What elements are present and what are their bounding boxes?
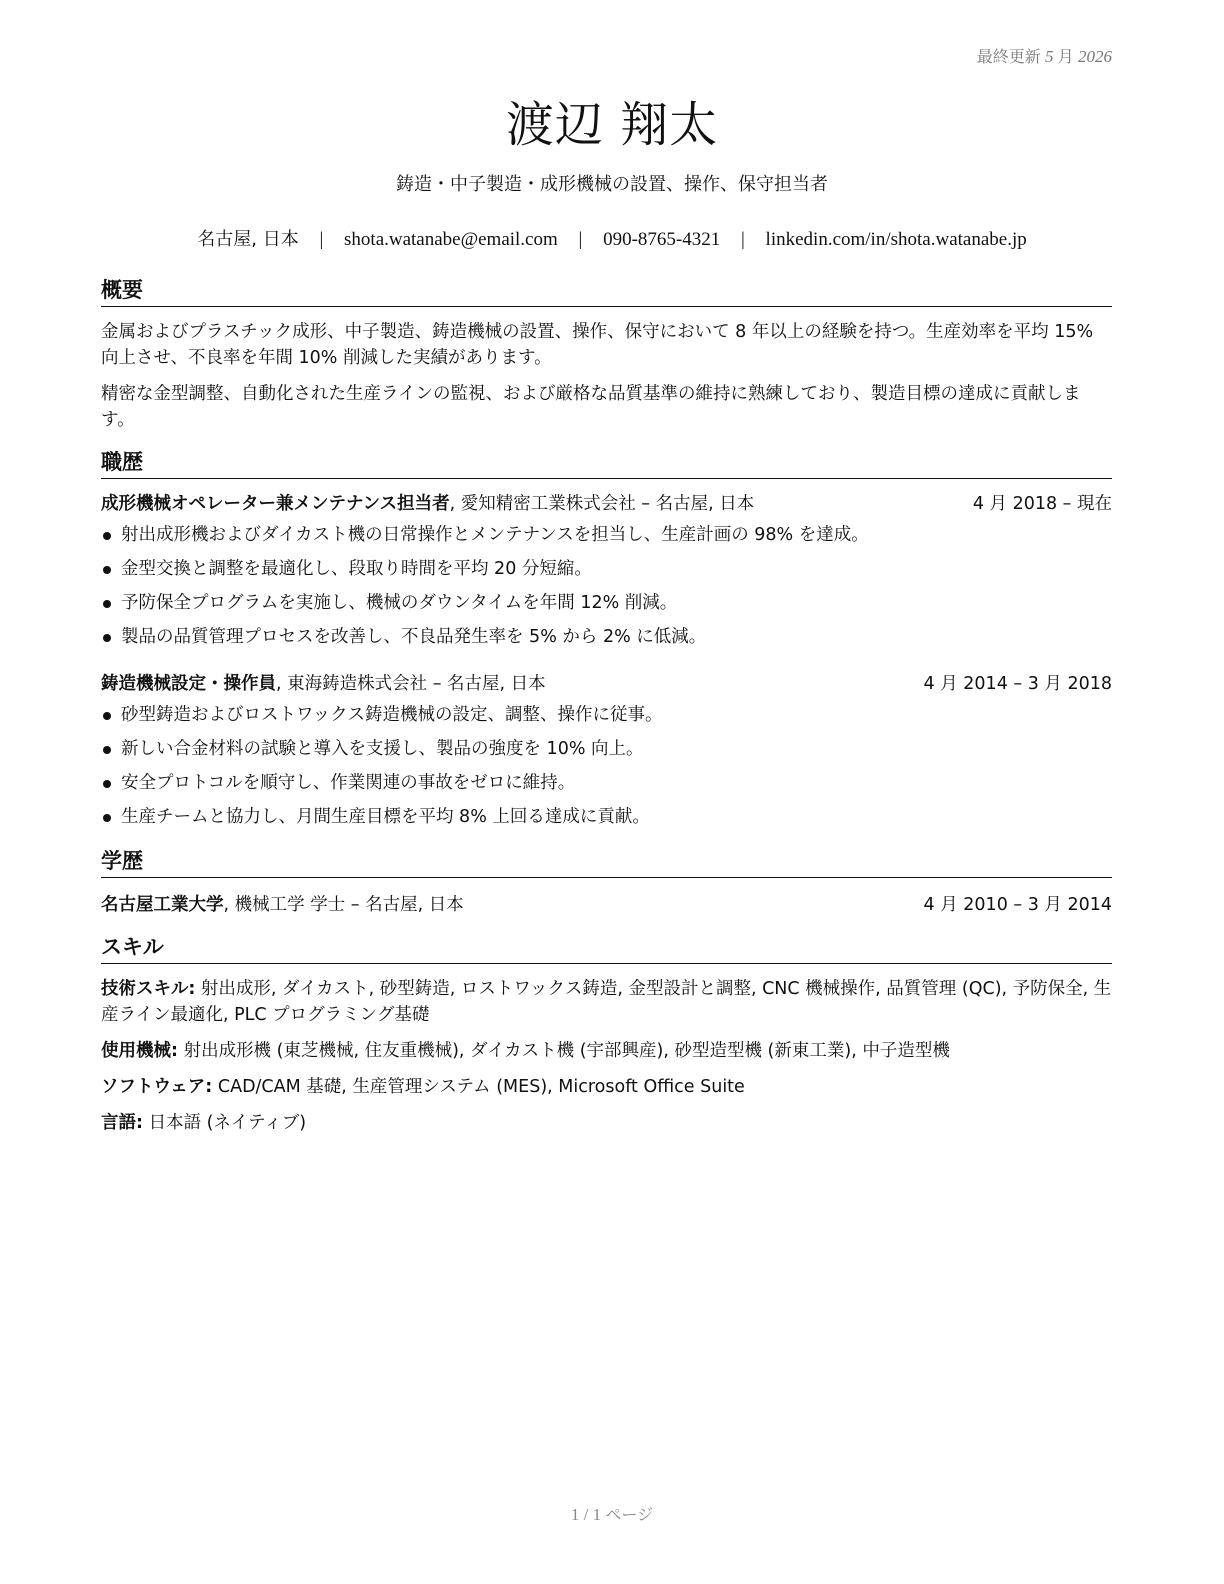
summary-section [101,276,1112,433]
job-bullet: 製品の品質管理プロセスを改善し、不良品発生率を 5% から 2% に低減。 [101,620,1112,654]
skill-line-languages [101,1110,1112,1136]
job-header [101,490,1112,518]
job-role: 成形機械オペレーター兼メンテナンス担当者 [101,494,450,514]
education-dates: 4 月 2010 – 3 月 2014 [923,895,1112,915]
skill-value: 日本語 (ネイティブ) [143,1113,307,1133]
contact-phone[interactable]: 090-8765-4321 [603,229,721,250]
skills-section [101,933,1112,1136]
job-entry [101,490,1112,654]
page-sep: / [583,1505,589,1524]
last-updated [977,44,1112,67]
job-dates: 4 月 2014 – 3 月 2018 [923,674,1112,694]
skill-label: 技術スキル: [101,979,196,999]
education-entry [101,891,1112,919]
skill-label: 言語: [101,1113,143,1133]
contact-email[interactable]: shota.watanabe@email.com [344,229,558,250]
summary-paragraph: 金属およびプラスチック成形、中子製造、鋳造機械の設置、操作、保守において 8 年以上の経験を持つ。生産効率を平均 15% 向上させ、不良率を年間 10% 削減した実績があります。 [101,322,1094,368]
education-section [101,847,1112,919]
last-updated-prefix: 最終更新 [976,47,1041,66]
page-total: 1 [592,1505,602,1524]
job-header [101,670,1112,698]
job-company: , 愛知精密工業株式会社 – 名古屋, 日本 [449,494,755,514]
skill-value: CAD/CAM 基礎, 生産管理システム (MES), Microsoft Office Suite [212,1077,745,1097]
contact-separator: | [578,229,583,250]
contact-separator: | [319,229,324,250]
job-title-line [101,490,754,518]
skill-value: 射出成形, ダイカスト, 砂型鋳造, ロストワックス鋳造, 金型設計と調整, CNC 機械操作, 品質管理 (QC), 予防保全, 生産ライン最適化, PLC プログラミング基礎 [101,979,1112,1025]
page-current: 1 [570,1505,580,1524]
job-role: 鋳造機械設定・操作員 [101,674,276,694]
education-degree: , 機械工学 学士 – 名古屋, 日本 [223,895,464,915]
page-footer [0,1502,1224,1525]
experience-section [101,448,1112,834]
job-bullet: 射出成形機およびダイカスト機の日常操作とメンテナンスを担当し、生産計画の 98% を達成。 [101,518,1112,552]
job-bullet: 金型交換と調整を最適化し、段取り時間を平均 20 分短縮。 [101,552,1112,586]
person-name: 渡辺 翔太 [505,97,719,153]
job-dates: 4 月 2018 – 現在 [972,494,1112,514]
skill-line-technical [101,976,1112,1028]
skill-label: ソフトウェア: [101,1077,213,1097]
last-updated-year: 2026 [1078,47,1112,66]
section-title-summary: 概要 [101,276,1112,307]
skill-line-machines [101,1038,1112,1064]
contact-linkedin[interactable]: linkedin.com/in/shota.watanabe.jp [765,229,1027,250]
job-bullet: 予防保全プログラムを実施し、機械のダウンタイムを年間 12% 削減。 [101,586,1112,620]
skill-label: 使用機械: [101,1041,178,1061]
page-unit: ページ [605,1505,654,1524]
job-bullets [101,518,1112,654]
section-title-education: 学歴 [101,847,1112,878]
contact-location: 名古屋, 日本 [197,229,299,250]
last-updated-month: 5 [1044,47,1054,66]
resume-content [101,276,1112,1136]
education-line [101,891,464,919]
section-title-experience: 職歴 [101,448,1112,479]
education-school: 名古屋工業大学 [101,895,224,915]
last-updated-month-unit: 月 [1057,47,1074,66]
job-company: , 東海鋳造株式会社 – 名古屋, 日本 [276,674,546,694]
job-bullet: 生産チームと協力し、月間生産目標を平均 8% 上回る達成に貢献。 [101,800,1112,834]
job-bullet: 新しい合金材料の試験と導入を支援し、製品の強度を 10% 向上。 [101,732,1112,766]
skill-value: 射出成形機 (東芝機械, 住友重機械), ダイカスト機 (宇部興産), 砂型造型機 (新東工業), 中子造型機 [178,1041,950,1061]
skill-line-software [101,1074,1112,1100]
summary-paragraph: 精密な金型調整、自動化された生産ラインの監視、および厳格な品質基準の維持に熟練しており、製造目標の達成に貢献します。 [101,384,1081,430]
job-entry [101,670,1112,834]
job-bullet: 安全プロトコルを順守し、作業関連の事故をゼロに維持。 [101,766,1112,800]
job-bullet: 砂型鋳造およびロストワックス鋳造機械の設定、調整、操作に従事。 [101,698,1112,732]
job-title-line [101,670,546,698]
contact-line [0,225,1224,251]
contact-separator: | [740,229,745,250]
section-title-skills: スキル [101,933,1112,964]
job-bullets [101,698,1112,834]
job-subtitle: 鋳造・中子製造・成形機械の設置、操作、保守担当者 [396,174,828,195]
